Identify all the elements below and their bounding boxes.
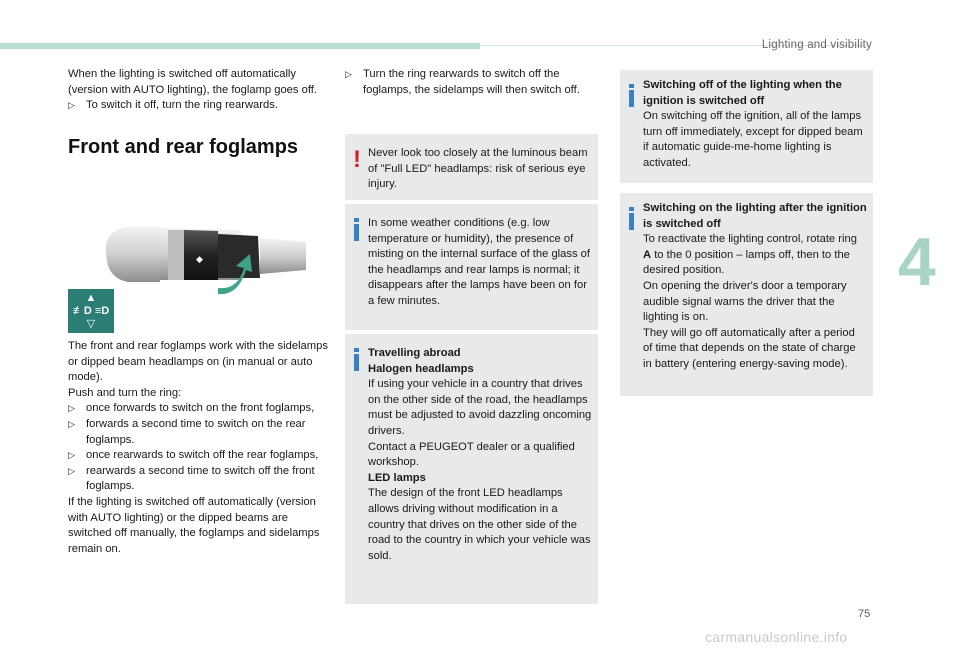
switch-on-text-2: On opening the driver's door a temporary audible signal warns the driver that the lighting is on.: [643, 279, 847, 324]
column-1-top: [68, 67, 330, 114]
chapter-number: 4: [898, 224, 936, 300]
led-text: The design of the front LED headlamps allows driving without modification in a country that drives on the other side of the road to the country in which your vehicle was sold.: [368, 487, 591, 562]
column-2-top: [345, 67, 597, 98]
intro-bullet: ▷ To switch it off, turn the ring rearwards.: [68, 98, 330, 114]
intro-paragraph: When the lighting is switched off automatically (version with AUTO lighting), the foglamp goes off.: [68, 68, 317, 96]
switch-off-text: On switching off the ignition, all of the lamps turn off immediately, except for dipped beam if automatic guide-me-home lighting is activated.: [643, 110, 863, 169]
bullet-item: ▷ forwards a second time to switch on the rear foglamps.: [68, 417, 306, 446]
info-icon: [628, 84, 636, 108]
triangle-bullet-icon: ▷: [68, 450, 75, 461]
weather-text: In some weather conditions (e.g. low temperature or humidity), the presence of misting on the internal surface of the glass of the headlamps and rear lamps is normal; it disappears after the lamps have been on for a few minutes.: [368, 217, 591, 307]
info-icon: [353, 218, 361, 242]
section-title: Lighting and visibility: [761, 39, 872, 51]
contact-text: Contact a PEUGEOT dealer or a qualified workshop.: [368, 440, 575, 469]
triangle-bullet-icon: ▷: [68, 403, 75, 414]
ring-bullet: ▷ Turn the ring rearwards to switch off the foglamps, the sidelamps will then switch off.: [345, 68, 580, 96]
led-title: LED lamps: [368, 471, 426, 484]
body-intro-paragraph: The front and rear foglamps work with the sidelamps or dipped beam headlamps on (in manual or auto mode).: [68, 340, 328, 384]
page-number: 75: [858, 608, 871, 620]
info-box-switch-on: [620, 193, 873, 396]
info-box-travel: [345, 334, 598, 604]
triangle-bullet-icon: ▷: [68, 465, 75, 476]
bullet-item: ▷ once rearwards to switch off the rear foglamps,: [68, 448, 330, 464]
info-box-weather: [345, 204, 598, 330]
warning-box: [345, 134, 598, 200]
bullet-item: ▷ once forwards to switch on the front foglamps,: [68, 401, 330, 417]
switch-on-text: To reactivate the lighting control, rotate ring A to the 0 position – lamps off, then to the desired position.: [643, 233, 857, 277]
section-heading: Front and rear foglamps: [68, 136, 299, 158]
halogen-text: If using your vehicle in a country that drives on the other side of the road, the headlamps must be adjusted to avoid dazzling oncoming drivers.: [368, 378, 592, 437]
switch-off-title: Switching off of the lighting when the ignition is switched off: [643, 79, 842, 107]
bullet-item: ▷ rearwards a second time to switch off the front foglamps.: [68, 464, 315, 493]
exclamation-icon: !: [353, 146, 361, 173]
column-1-body: [68, 339, 330, 557]
warning-text: Never look too closely at the luminous beam of "Full LED" headlamps: risk of serious eye injury.: [368, 147, 588, 191]
info-icon: [353, 348, 361, 372]
triangle-bullet-icon: ▷: [345, 69, 352, 79]
watermark: carmanualsonline.info: [705, 629, 848, 645]
switch-on-title: Switching on the lighting after the ignition is switched off: [643, 202, 867, 230]
outro-paragraph: If the lighting is switched off automatically (version with AUTO lighting) or the dipped beams are switched off manually, the foglamps and sidelamps remain on.: [68, 495, 320, 555]
push-turn-paragraph: Push and turn the ring:: [68, 386, 182, 399]
info-box-switch-off: [620, 70, 873, 183]
info-icon: [628, 207, 636, 231]
triangle-bullet-icon: ▷: [68, 100, 75, 111]
foglamp-icon: ▲ ≢D ≡D ▽: [68, 289, 114, 333]
triangle-bullet-icon: ▷: [68, 418, 75, 429]
switch-on-text-3: They will go off automatically after a period of time that depends on the state of charge in battery (entering energy-saving mode).: [643, 326, 856, 370]
svg-text:◆: ◆: [196, 255, 203, 265]
halogen-title: Halogen headlamps: [368, 362, 474, 375]
travel-title: Travelling abroad: [368, 347, 461, 359]
header-accent-bar: [0, 43, 480, 49]
